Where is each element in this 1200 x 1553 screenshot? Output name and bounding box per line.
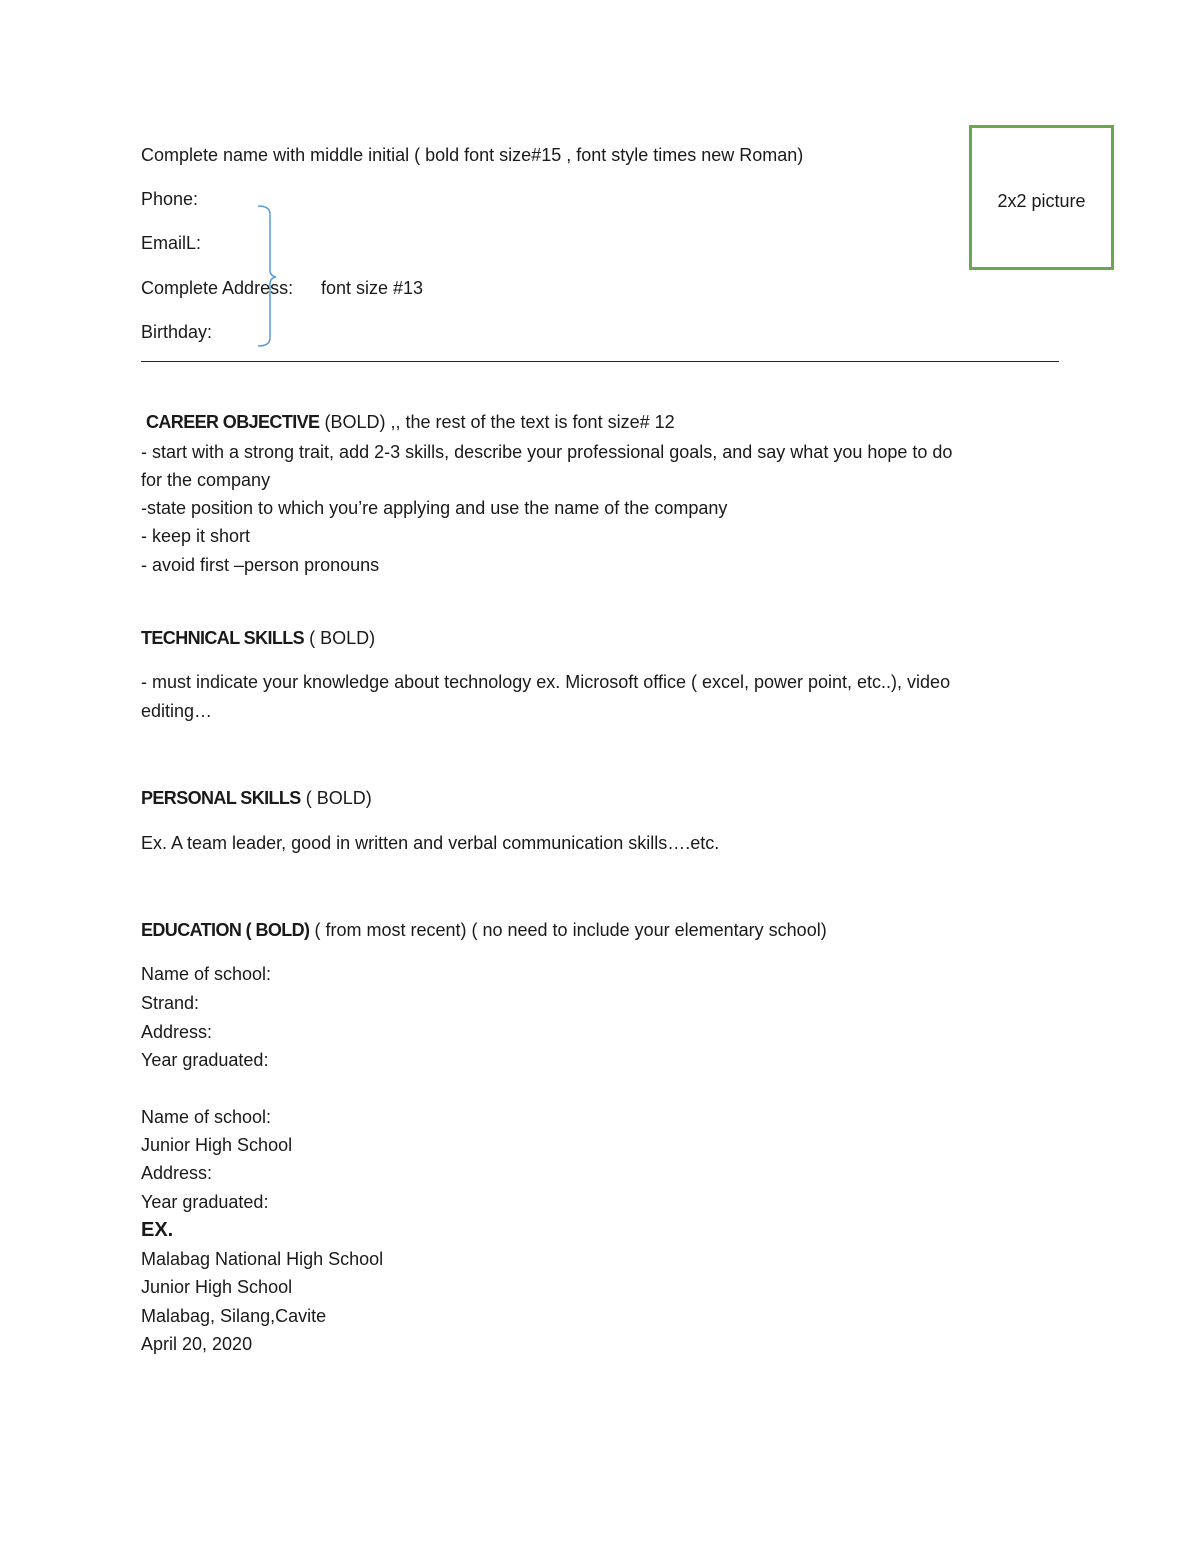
- career-objective-heading-line: [146, 410, 675, 434]
- email-label: EmailL:: [141, 233, 202, 253]
- personal-skills-note: ( BOLD): [305, 788, 372, 808]
- education-heading-line: [141, 918, 827, 942]
- education-heading: EDUCATION ( BOLD): [141, 920, 310, 940]
- technical-skills-line: editing…: [141, 701, 213, 721]
- technical-skills-heading: TECHNICAL SKILLS: [141, 628, 305, 648]
- career-objective-line: -state position to which you’re applying and use the name of the company: [141, 498, 728, 518]
- education-field: Name of school:: [141, 1107, 272, 1127]
- font-size-note: font size #13: [321, 278, 424, 298]
- education-field: Junior High School: [141, 1135, 293, 1155]
- career-objective-heading: CAREER OBJECTIVE: [146, 412, 320, 432]
- example-line: Junior High School: [141, 1277, 293, 1297]
- education-note: ( from most recent) ( no need to include your elementary school): [314, 920, 827, 940]
- phone-label: Phone:: [141, 189, 199, 209]
- photo-placeholder-label: 2x2 picture: [997, 191, 1086, 211]
- career-objective-line: - avoid first –person pronouns: [141, 555, 380, 575]
- career-objective-line: - start with a strong trait, add 2-3 skills, describe your professional goals, and say what you hope to do: [141, 442, 953, 462]
- personal-skills-heading-line: [141, 786, 372, 810]
- career-objective-note: (BOLD) ,, the rest of the text is font size# 12: [324, 412, 675, 432]
- photo-placeholder: [969, 125, 1114, 270]
- education-field: Year graduated:: [141, 1192, 269, 1212]
- education-field: Strand:: [141, 993, 200, 1013]
- career-objective-line: - keep it short: [141, 526, 251, 546]
- example-line: April 20, 2020: [141, 1334, 253, 1354]
- birthday-label: Birthday:: [141, 322, 213, 342]
- technical-skills-line: - must indicate your knowledge about technology ex. Microsoft office ( excel, power point, etc..), video: [141, 672, 951, 692]
- technical-skills-note: ( BOLD): [309, 628, 376, 648]
- education-field: Address:: [141, 1163, 213, 1183]
- example-line: Malabag, Silang,Cavite: [141, 1306, 327, 1326]
- address-label: Complete Address:: [141, 278, 294, 298]
- header-divider: [141, 361, 1059, 362]
- education-field: Year graduated:: [141, 1050, 269, 1070]
- name-instruction: Complete name with middle initial ( bold font size#15 , font style times new Roman): [141, 145, 804, 165]
- technical-skills-heading-line: [141, 626, 375, 650]
- right-brace-icon: [256, 204, 280, 350]
- example-label: EX.: [141, 1219, 174, 1241]
- career-objective-line: for the company: [141, 470, 271, 490]
- personal-skills-line: Ex. A team leader, good in written and verbal communication skills….etc.: [141, 833, 720, 853]
- personal-skills-heading: PERSONAL SKILLS: [141, 788, 301, 808]
- example-line: Malabag National High School: [141, 1249, 384, 1269]
- education-field: Name of school:: [141, 964, 272, 984]
- education-field: Address:: [141, 1022, 213, 1042]
